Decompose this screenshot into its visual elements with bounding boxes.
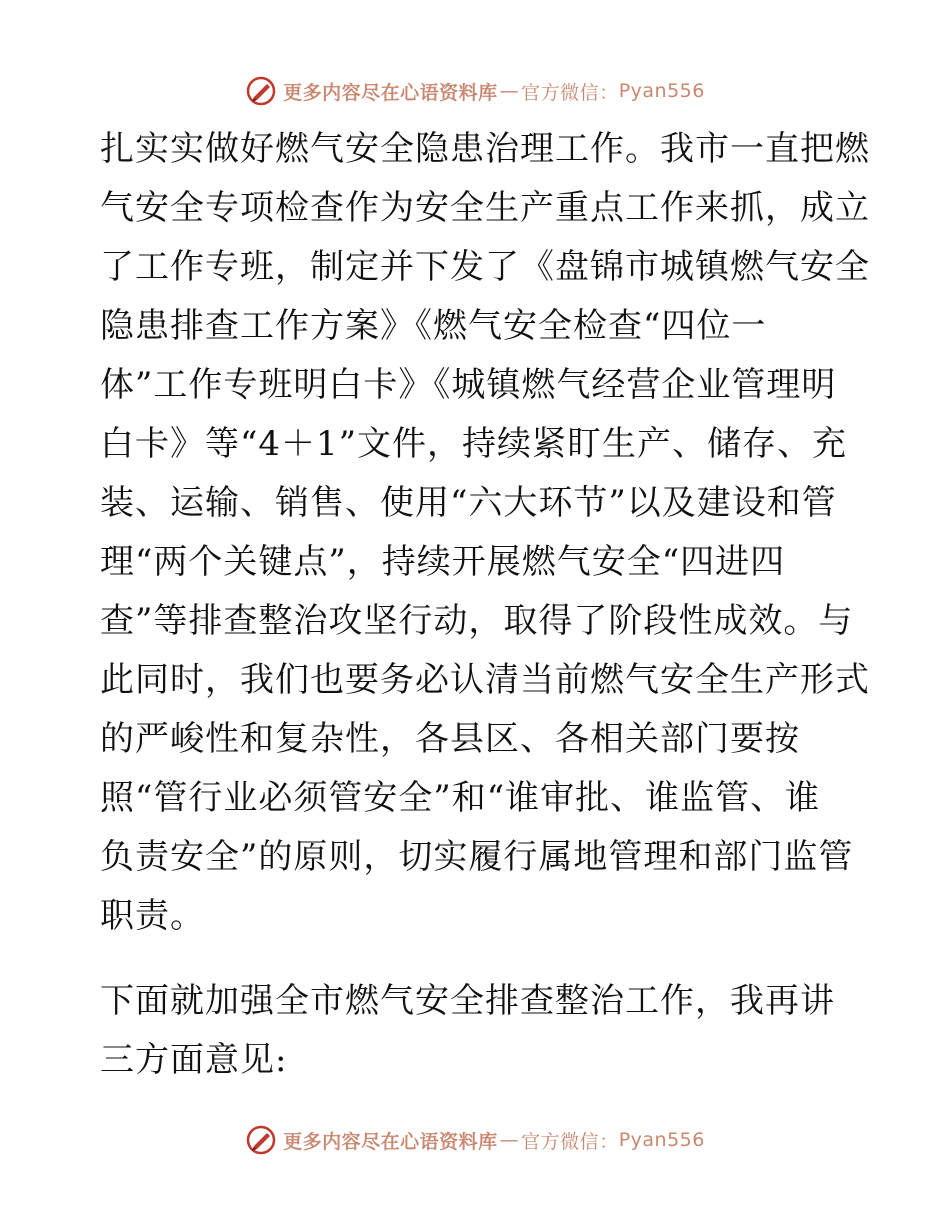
text-line: 查”等排查整治攻坚行动，取得了阶段性成效。与	[100, 601, 854, 641]
text-line: 体”工作专班明白卡》《城镇燃气经营企业管理明	[100, 365, 837, 405]
watermark-official-label: 官方微信：	[521, 1130, 619, 1153]
text-line: 了工作专班，制定并下发了《盘锦市城镇燃气安全	[100, 247, 870, 287]
text-line: 下面就加强全市燃气安全排查整治工作，我再讲	[100, 981, 835, 1021]
watermark-official-label: 官方微信：	[521, 81, 619, 104]
paragraph-1	[100, 120, 870, 946]
text-line: 扎实实做好燃气安全隐患治理工作。我市一直把燃	[100, 129, 870, 169]
watermark-account: Pyan556	[618, 80, 705, 102]
text-line: 白卡》等“4＋1”文件，持续紧盯生产、储存、充	[100, 424, 848, 464]
header-watermark	[0, 71, 950, 111]
text-line: 的严峻性和复杂性，各县区、各相关部门要按	[100, 719, 800, 759]
text-line: 照“管行业必须管安全”和“谁审批、谁监管、谁	[100, 778, 821, 818]
watermark-brand: 更多内容尽在心语资料库	[283, 81, 498, 104]
text-line: 负责安全”的原则，切实履行属地管理和部门监管	[100, 837, 854, 877]
document-body	[100, 120, 870, 1090]
paragraph-2	[100, 972, 860, 1090]
red-pen-icon	[245, 75, 277, 107]
text-line: 此同时，我们也要务必认清当前燃气安全生产形式	[100, 660, 870, 700]
text-line: 三方面意见:	[100, 1040, 288, 1080]
text-line: 理“两个关键点”，持续开展燃气安全“四进四	[100, 542, 786, 582]
text-line: 装、运输、销售、使用“六大环节”以及建设和管	[100, 483, 837, 523]
text-line: 气安全专项检查作为安全生产重点工作来抓，成立	[100, 188, 870, 228]
red-pen-icon	[245, 1124, 277, 1156]
text-line: 隐患排查工作方案》《燃气安全检查“四位一	[100, 306, 767, 346]
watermark-brand: 更多内容尽在心语资料库	[283, 1130, 498, 1153]
watermark-dash: —	[499, 80, 520, 102]
footer-watermark	[0, 1120, 950, 1160]
text-line: 职责。	[100, 896, 205, 936]
watermark-dash: —	[499, 1129, 520, 1151]
watermark-account: Pyan556	[618, 1129, 705, 1151]
